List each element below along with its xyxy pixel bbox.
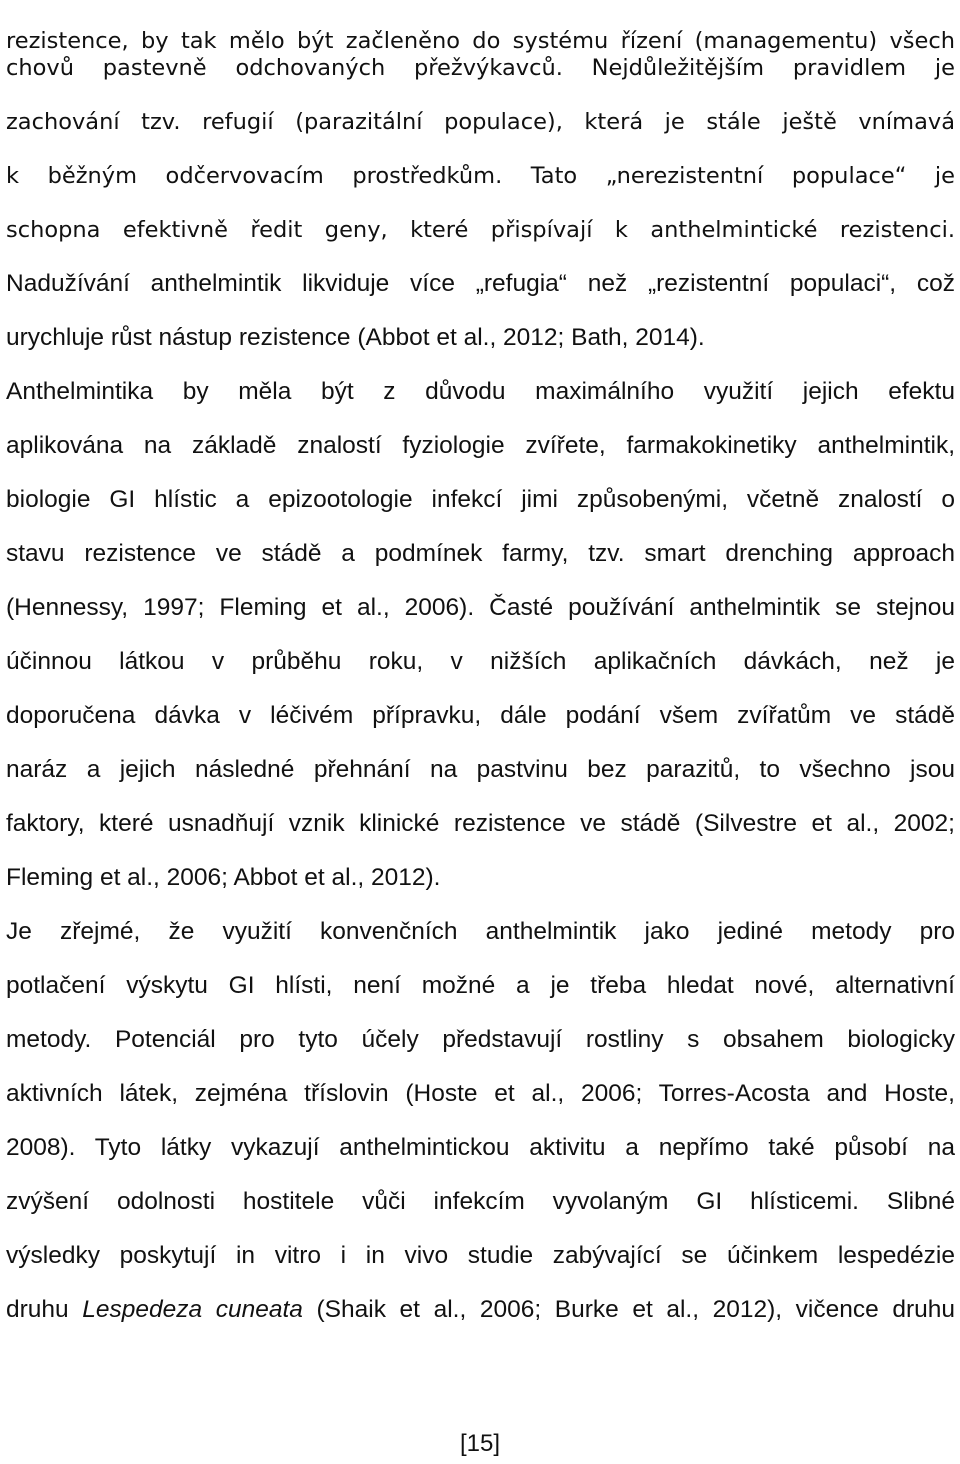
text-line: faktory, které usnadňují vznik klinické rezistence ve stádě (Silvestre et al., 2002; xyxy=(6,810,955,837)
text-line: urychluje růst nástup rezistence (Abbot et al., 2012; Bath, 2014). xyxy=(6,324,705,351)
text-line: aktivních látek, zejména tříslovin (Hoste et al., 2006; Torres-Acosta and Hoste, xyxy=(6,1080,955,1107)
text-line: biologie GI hlístic a epizootologie infekcí jimi způsobenými, včetně znalostí o xyxy=(6,486,955,513)
text-line: Fleming et al., 2006; Abbot et al., 2012). xyxy=(6,864,441,891)
text-segment: (Shaik et al., 2006; Burke et al., 2012), vičence druhu xyxy=(302,1296,956,1323)
text-segment: druhu xyxy=(6,1296,83,1323)
species-name-italic: Lespedeza cuneata xyxy=(82,1296,303,1323)
text-line-last xyxy=(6,1290,955,1330)
text-line: k běžným odčervovacím prostředkům. Tato „nerezistentní populace“ je xyxy=(6,163,955,189)
text-line: výsledky poskytují in vitro i in vivo studie zabývající se účinkem lespedézie xyxy=(6,1242,955,1269)
text-line: doporučena dávka v léčivém přípravku, dále podání všem zvířatům ve stádě xyxy=(6,702,955,729)
text-line: metody. Potenciál pro tyto účely představují rostliny s obsahem biologicky xyxy=(6,1026,955,1053)
page-number: [15] xyxy=(459,1430,501,1457)
text-line: stavu rezistence ve stádě a podmínek farmy, tzv. smart drenching approach xyxy=(6,540,955,567)
text-line: (Hennessy, 1997; Fleming et al., 2006). Časté používání anthelmintik se stejnou xyxy=(6,594,955,621)
text-line: účinnou látkou v průběhu roku, v nižších aplikačních dávkách, než je xyxy=(6,648,955,675)
text-line: 2008). Tyto látky vykazují anthelmintickou aktivitu a nepřímo také působí na xyxy=(6,1134,955,1161)
text-line: zvýšení odolnosti hostitele vůči infekcím vyvolaným GI hlísticemi. Slibné xyxy=(6,1188,955,1215)
text-line: schopna efektivně ředit geny, které přispívají k anthelmintické rezistenci. xyxy=(6,217,955,243)
text-line: rezistence, by tak mělo být začleněno do systému řízení (managementu) všech xyxy=(6,28,955,54)
text-line: naráz a jejich následné přehnání na pastvinu bez parazitů, to všechno jsou xyxy=(6,756,955,783)
text-line: chovů pastevně odchovaných přežvýkavců. Nejdůležitějším pravidlem je xyxy=(6,55,955,81)
text-line: Nadužívání anthelmintik likviduje více „refugia“ než „rezistentní populaci“, což xyxy=(6,270,955,297)
text-line: zachování tzv. refugií (parazitální populace), která je stále ještě vnímavá xyxy=(6,109,955,135)
text-line: Anthelmintika by měla být z důvodu maximálního využití jejich efektu xyxy=(6,378,955,405)
text-line: potlačení výskytu GI hlísti, není možné a je třeba hledat nové, alternativní xyxy=(6,972,955,999)
text-line: aplikována na základě znalostí fyziologie zvířete, farmakokinetiky anthelmintik, xyxy=(6,432,955,459)
text-line: Je zřejmé, že využití konvenčních anthelmintik jako jediné metody pro xyxy=(6,918,955,945)
